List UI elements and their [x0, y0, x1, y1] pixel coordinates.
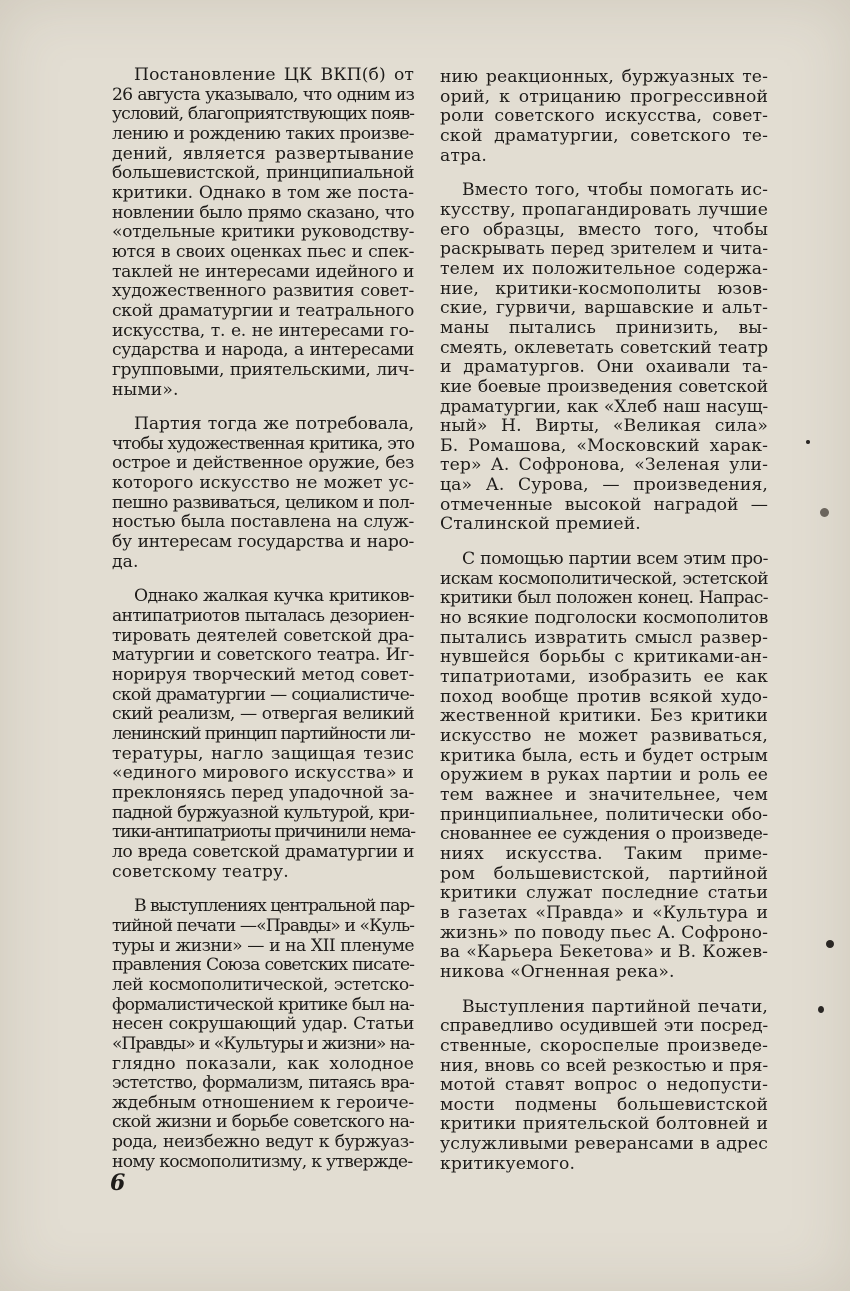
text-line: Сталинской премией. [440, 514, 641, 535]
ink-speck [826, 940, 834, 948]
text-line: критики служат последние статьи [440, 883, 768, 904]
text-line: поход вообще против всякой худо- [440, 686, 768, 707]
text-line: принципиальнее, политически обо- [440, 804, 768, 825]
text-line: формалистической критике был на- [112, 994, 414, 1015]
text-line: орий, к отрицанию прогрессивной [440, 86, 768, 107]
text-line: глядно показали, как холодное [112, 1053, 414, 1074]
text-line: но всякие подголоски космополитов [440, 608, 768, 629]
text-line: 26 августа указывало, что одним из [112, 84, 414, 105]
text-line: смеять, оклеветать советский театр [440, 337, 768, 358]
text-line: тийной печати —«Правды» и «Куль- [112, 915, 414, 936]
text-line: «единого мирового искусства» и [112, 763, 414, 784]
text-line: телем их положительное содержа- [440, 258, 768, 279]
text-line: услужливыми реверансами в адрес [440, 1134, 768, 1155]
text-line: преклоняясь перед упадочной за- [112, 782, 414, 803]
text-line: и драматургов. Они охаивали та- [440, 357, 768, 378]
text-line: ва «Карьера Бекетова» и В. Кожев- [440, 942, 768, 963]
text-line: кие боевые произведения советской [440, 376, 768, 397]
text-line: ской жизни и борьбе советского на- [112, 1112, 414, 1133]
left-column [112, 66, 414, 1187]
text-line: Выступления партийной печати, [462, 996, 768, 1017]
text-line: в газетах «Правда» и «Культура и [440, 902, 768, 923]
text-line: оружием в руках партии и роль ее [440, 765, 768, 786]
text-line: пешно развиваться, целиком и пол- [112, 492, 414, 513]
text-line: искусство не может развиваться, [440, 726, 768, 746]
text-line: Партия тогда же потребовала, [134, 414, 414, 435]
text-line: дений, является развертывание [112, 143, 414, 164]
ink-speck [818, 1006, 824, 1013]
text-line: правления Союза советских писате- [112, 955, 414, 976]
text-line: Б. Ромашова, «Московский харак- [440, 435, 768, 456]
text-line: раскрывать перед зрителем и чита- [440, 239, 768, 260]
text-line: Вместо того, чтобы помогать ис- [462, 180, 768, 201]
text-line: мости подмены большевистской [440, 1094, 768, 1115]
text-line: ской драматургии — социалистиче- [112, 684, 414, 705]
text-line: роли советского искусства, совет- [440, 106, 768, 127]
text-line: справедливо осудившей эти посред- [440, 1016, 768, 1037]
text-line: чтобы художественная критика, это [112, 433, 414, 454]
text-line: типатриотами, изобразить ее как [440, 667, 768, 688]
text-line: жественной критики. Без критики [440, 706, 768, 727]
text-line: ными». [112, 379, 179, 400]
text-line: групповыми, приятельскими, лич- [112, 359, 414, 380]
right-column [440, 68, 768, 1189]
text-line: ный» Н. Вирты, «Великая сила» [440, 416, 768, 437]
text-line: советскому театру. [112, 861, 289, 882]
ink-speck [806, 440, 810, 444]
paragraph [112, 415, 414, 572]
text-line: ской драматургии, советского те- [440, 125, 768, 146]
text-line: пытались извратить смысл развер- [440, 627, 768, 648]
page-number: 6 [110, 1170, 126, 1196]
paragraph [112, 897, 414, 1172]
text-line: маны пытались принизить, вы- [440, 317, 768, 338]
text-line: жизнь» по поводу пьес А. Софроно- [440, 922, 768, 943]
text-line: матургии и советского театра. Иг- [112, 645, 414, 666]
text-line: рода, неизбежно ведут к буржуаз- [112, 1132, 414, 1153]
text-line: падной буржуазной культурой, кри- [112, 802, 414, 823]
text-line: критика была, есть и будет острым [440, 745, 768, 766]
text-line: условий, благоприятствующих появ- [112, 104, 414, 125]
text-line: ностью была поставлена на служ- [112, 512, 414, 533]
text-line: ленинский принцип партийности ли- [112, 724, 415, 744]
text-line: большевистской, принципиальной [112, 163, 414, 184]
text-line: ской драматургии и театрального [112, 300, 414, 321]
text-line: тературы, нагло защищая тезис [112, 743, 414, 764]
text-line: лению и рождению таких произве- [112, 123, 414, 144]
ink-speck [820, 508, 829, 517]
text-line: ние, критики-космополиты юзов- [440, 278, 768, 299]
text-line: ром большевистской, партийной [440, 863, 768, 884]
text-line: ниях искусства. Таким приме- [440, 843, 768, 864]
paragraph [440, 550, 768, 982]
paragraph [112, 587, 414, 882]
text-line: ному космополитизму, к утвержде- [112, 1151, 413, 1172]
text-line: туры и жизни» — и на XII пленуме [112, 935, 414, 956]
text-line: С помощью партии всем этим про- [462, 549, 768, 570]
text-line: ские, гурвичи, варшавские и альт- [440, 298, 768, 319]
text-line: нию реакционных, буржуазных те- [440, 67, 768, 87]
paragraph [440, 181, 768, 535]
paragraph [112, 66, 414, 400]
text-line: да. [112, 551, 139, 572]
text-line: норируя творческий метод совет- [112, 665, 414, 686]
text-line: Однако жалкая кучка критиков- [134, 586, 414, 607]
text-line: лей космополитической, эстетско- [112, 974, 414, 995]
text-line: тем важнее и значительнее, чем [440, 784, 768, 805]
text-line: В выступлениях центральной пар- [134, 896, 414, 917]
text-line: кусству, пропагандировать лучшие [440, 199, 768, 220]
text-line: критики был положен конец. Напрас- [440, 588, 768, 609]
text-line: ждебным отношением к героиче- [112, 1092, 414, 1113]
text-line: острое и действенное оружие, без [112, 453, 414, 474]
text-line: Постановление ЦК ВКП(б) от [134, 65, 414, 85]
text-line: критики. Однако в том же поста- [112, 182, 414, 203]
paragraph [440, 998, 768, 1175]
text-line: отмеченные высокой наградой — [440, 494, 768, 515]
text-line: тики-антипатриоты причинили нема- [112, 822, 415, 843]
text-line: несен сокрушающий удар. Статьи [112, 1014, 414, 1035]
text-line: сударства и народа, а интересами [112, 340, 414, 361]
text-line: «отдельные критики руководству- [112, 222, 414, 243]
text-line: ский реализм, — отвергая великий [112, 704, 414, 725]
text-line: тировать деятелей советской дра- [112, 625, 414, 646]
text-line: новлении было прямо сказано, что [112, 202, 414, 223]
text-line: ло вреда советской драматургии и [112, 841, 414, 862]
text-line: атра. [440, 145, 487, 166]
text-line: критикуемого. [440, 1153, 576, 1174]
text-line: которого искусство не может ус- [112, 473, 414, 494]
text-line: нувшейся борьбы с критиками-ан- [440, 647, 768, 668]
text-line: драматургии, как «Хлеб наш насущ- [440, 396, 768, 417]
text-line: бу интересам государства и наро- [112, 532, 414, 553]
text-line: никова «Огненная река». [440, 961, 675, 982]
text-line: ются в своих оценках пьес и спек- [112, 241, 414, 262]
text-line: «Правды» и «Культуры и жизни» на- [112, 1033, 414, 1054]
text-line: таклей не интересами идейного и [112, 261, 414, 282]
text-line: антипатриотов пыталась дезориен- [112, 606, 414, 627]
text-line: ца» А. Сурова, — произведения, [440, 475, 768, 496]
text-line: снованнее ее суждения о произведе- [440, 824, 768, 845]
text-line: искам космополитической, эстетской [440, 568, 768, 589]
text-line: искусства, т. е. не интересами го- [112, 320, 414, 341]
text-line: художественного развития совет- [112, 281, 414, 302]
text-line: мотой ставят вопрос о недопусти- [440, 1075, 768, 1096]
text-line: его образцы, вместо того, чтобы [440, 219, 768, 240]
text-line: эстетство, формализм, питаясь вра- [112, 1073, 414, 1094]
paragraph [440, 68, 768, 166]
text-line: тер» А. Софронова, «Зеленая ули- [440, 455, 768, 476]
text-line: ственные, скороспелые произведе- [440, 1035, 768, 1056]
text-line: ния, вновь со всей резкостью и пря- [440, 1055, 768, 1076]
text-line: критики приятельской болтовней и [440, 1114, 768, 1135]
